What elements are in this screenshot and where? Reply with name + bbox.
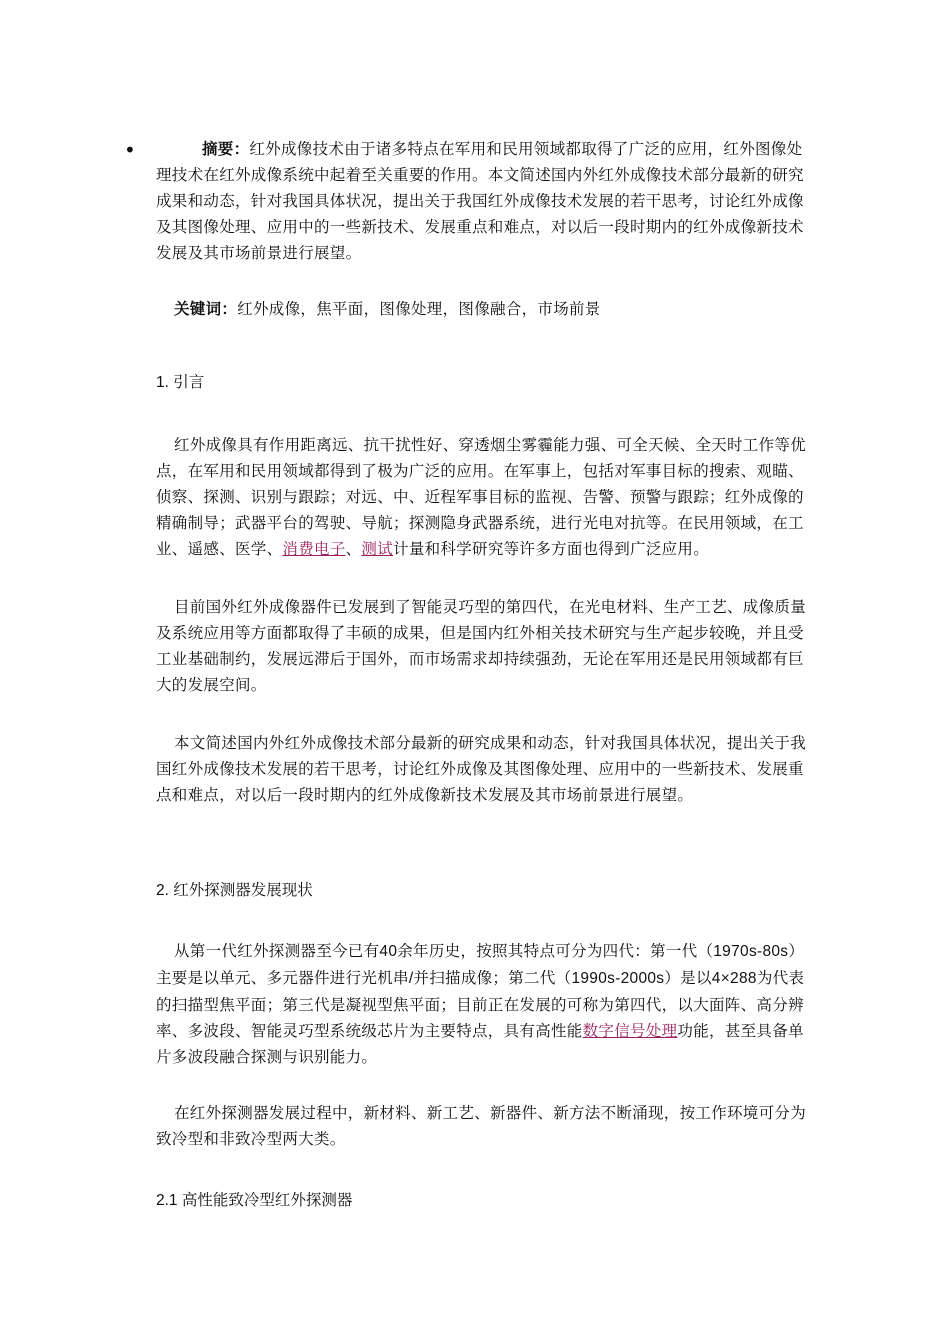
section-2-p1-decade-2: 1990s-2000s <box>571 970 665 987</box>
section-2-p1-text-c: ）主要是以单元、多元器件进行光机串 <box>156 942 805 987</box>
abstract-label: 摘要： <box>202 139 250 158</box>
section-1-p1-text-b: 计量和科学研究等许多方面也得到广泛应用。 <box>393 540 710 558</box>
link-test[interactable]: 测试 <box>361 540 394 558</box>
keywords-paragraph <box>156 296 806 322</box>
link-consumer-electronics[interactable]: 消费电子 <box>282 540 346 558</box>
section-2-heading: 2. 红外探测器发展现状 <box>156 882 313 899</box>
section-1-paragraph-1 <box>156 432 806 562</box>
section-1-paragraph-3: 本文简述国内外红外成像技术部分最新的研究成果和动态，针对我国具体状况，提出关于我国红外成像技术发展的若干思考，讨论红外成像及其图像处理、应用中的一些新技术、发展重点和难点，对以后一段时期内的红外成像新技术发展及其市场前景进行展望。 <box>156 734 807 804</box>
section-1-paragraph-2: 目前国外红外成像器件已发展到了智能灵巧型的第四代，在光电材料、生产工艺、成像质量及系统应用等方面都取得了丰硕的成果，但是国内红外相关技术研究与生产起步较晚，并且受工业基础制约，发展远滞后于国外，而市场需求却持续强劲，无论在军用还是民用领域都有巨大的发展空间。 <box>156 598 807 694</box>
list-bullet: • <box>124 138 136 162</box>
section-2-p1-text-g: 功能，甚至具备单片多波段融合探测与识别能力。 <box>156 1022 804 1066</box>
section-2-p1-array-size: 4×288 <box>711 970 757 987</box>
section-2-p1-text-a: 从第一代红外探测器至今已有 <box>174 942 380 960</box>
section-2-1-heading: 2.1 高性能致冷型红外探测器 <box>156 1192 353 1209</box>
keywords-label: 关键词： <box>174 299 238 318</box>
section-2-p1-text-d: 并扫描成像；第二代（ <box>413 969 572 987</box>
section-1-p1-text-a: 红外成像具有作用距离远、抗干扰性好、穿透烟尘雾霾能力强、可全天候、全天时工作等优点，在军用和民用领域都得到了极为广泛的应用。在军事上，包括对军事目标的搜索、观瞄、侦察、探测、识别与跟踪；对远、中、近程军事目标的监视、告警、预警与跟踪；红外成像的精确制导；武器平台的驾驶、导航；探测隐身武器系统，进行光电对抗等。在民用领域，在工业、遥感、医学、 <box>156 436 807 558</box>
link-digital-signal-processing[interactable]: 数字信号处理 <box>582 1022 678 1040</box>
keywords-text: 红外成像，焦平面，图像处理，图像融合，市场前景 <box>237 300 601 318</box>
section-1-heading: 1. 引言 <box>156 374 205 391</box>
section-2-p1-text-e: ）是以 <box>664 969 712 987</box>
section-2-p1-decade-1: 1970s-80s <box>713 943 789 960</box>
section-2-p1-number-40: 40 <box>379 943 398 960</box>
section-2-p1-text-f: 为代表的扫描型焦平面；第三代是凝视型焦平面；目前正在发展的可称为第四代，以大面阵、高分辨率、多波段、智能灵巧型系统级芯片为主要特点，具有高性能 <box>156 969 805 1040</box>
section-1-p1-separator: 、 <box>345 540 362 558</box>
abstract-text: 红外成像技术由于诸多特点在军用和民用领域都取得了广泛的应用，红外图像处理技术在红外成像系统中起着至关重要的作用。本文简述国内外红外成像技术部分最新的研究成果和动态，针对我国具体状况，提出关于我国红外成像技术发展的若干思考，讨论红外成像及其图像处理、应用中的一些新技术、发展重点和难点，对以后一段时期内的红外成像新技术发展及其市场前景进行展望。 <box>156 140 804 262</box>
section-2-paragraph-1 <box>156 938 806 1070</box>
section-2-p1-text-b: 余年历史，按照其特点可分为四代：第一代（ <box>397 942 714 960</box>
abstract-paragraph <box>156 136 806 266</box>
section-2-p1-slash: / <box>408 970 414 987</box>
section-2-paragraph-2: 在红外探测器发展过程中，新材料、新工艺、新器件、新方法不断涌现，按工作环境可分为致冷型和非致冷型两大类。 <box>156 1104 807 1148</box>
